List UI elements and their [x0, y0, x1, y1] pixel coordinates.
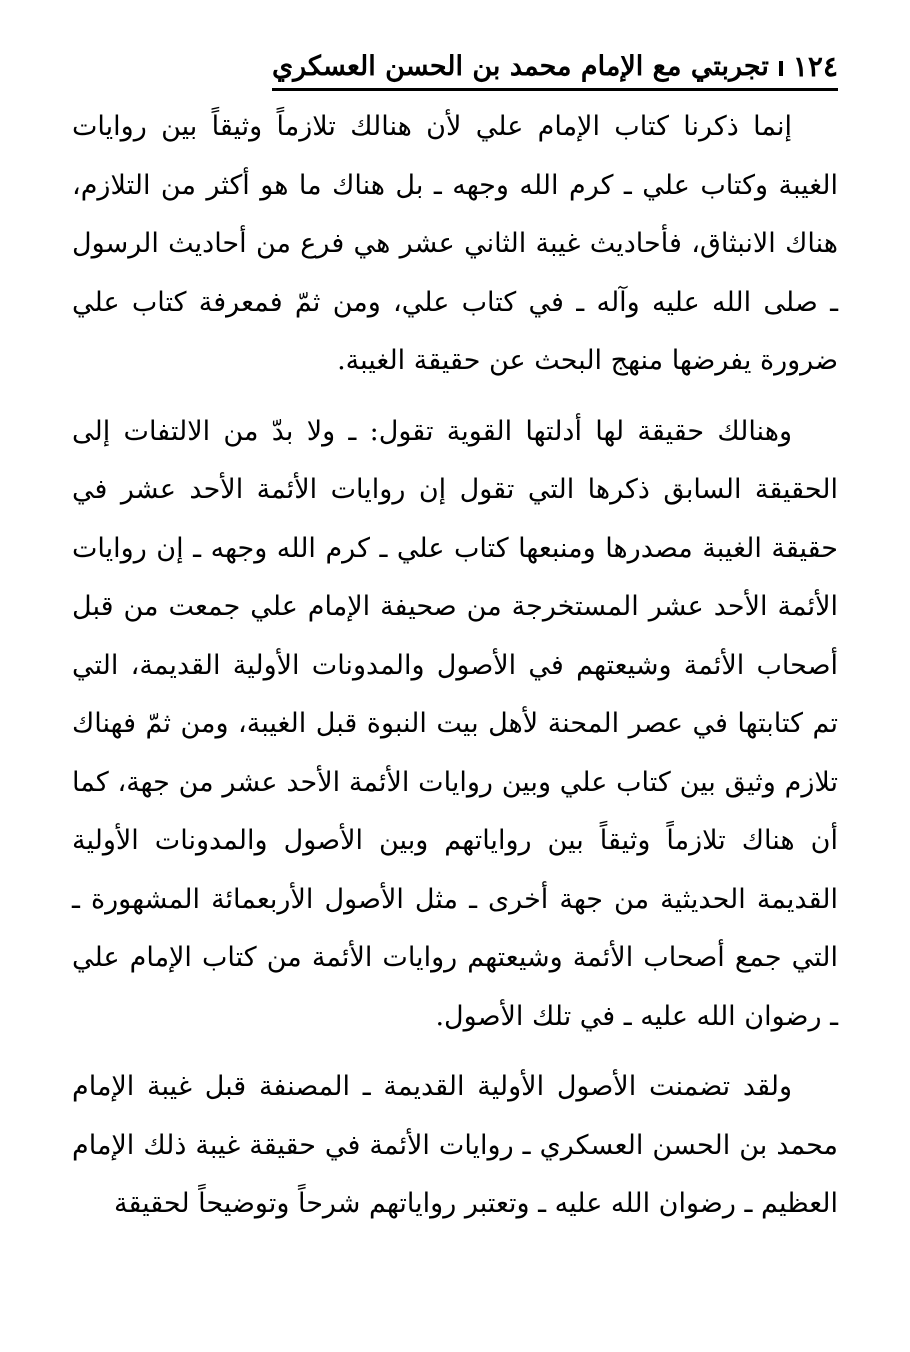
running-title: تجربتي مع الإمام محمد بن الحسن العسكري: [272, 50, 769, 82]
paragraph-2: وهنالك حقيقة لها أدلتها القوية تقول: ـ ولا بدّ من الالتفات إلى الحقيقة السابق ذكرها التي تقول إن روايات الأئمة الأحد عشر في حقيقة الغيبة مصدرها ومنبعها كتاب علي ـ كرم الله وجهه ـ إن روايات الأئمة الأحد عشر المستخرجة من صحيفة الإمام علي جمعت من قبل أصحاب الأئمة وشيعتهم في الأصول والمدونات الأولية القديمة، التي تم كتابتها في عصر المحنة لأهل بيت النبوة قبل الغيبة، ومن ثمّ فهناك تلازم وثيق بين كتاب علي وبين روايات الأئمة الأحد عشر من جهة، كما أن هناك تلازماً وثيقاً بين رواياتهم وبين الأصول والمدونات الأولية القديمة الحديثية من جهة أخرى ـ مثل الأصول الأربعمائة المشهورة ـ التي جمع أصحاب الأئمة وشيعتهم روايات الأئمة من كتاب الإمام علي ـ رضوان الله عليه ـ في تلك الأصول.: [72, 415, 838, 1032]
square-ornament-icon: [779, 61, 783, 76]
paragraph-3: ولقد تضمنت الأصول الأولية القديمة ـ المصنفة قبل غيبة الإمام محمد بن الحسن العسكري ـ روايات الأئمة في حقيقة غيبة ذلك الإمام العظيم ـ رضوان الله عليه ـ وتعتبر رواياتهم شرحاً وتوضيحاً لحقيقة: [72, 1071, 838, 1219]
paragraph-1: إنما ذكرنا كتاب الإمام علي لأن هنالك تلازماً وثيقاً بين روايات الغيبة وكتاب علي ـ كرم الله وجهه ـ بل هناك ما هو أكثر من التلازم، هناك الانبثاق، فأحاديث غيبة الثاني عشر هي فرع من أحاديث الرسول ـ صلى الله عليه وآله ـ في كتاب علي، ومن ثمّ فمعرفة كتاب علي ضرورة يفرضها منهج البحث عن حقيقة الغيبة.: [72, 111, 838, 376]
body-text: [72, 98, 838, 1234]
page-number: ١٢٤: [792, 49, 838, 83]
page-header: [272, 44, 838, 88]
header-divider: [272, 88, 838, 91]
